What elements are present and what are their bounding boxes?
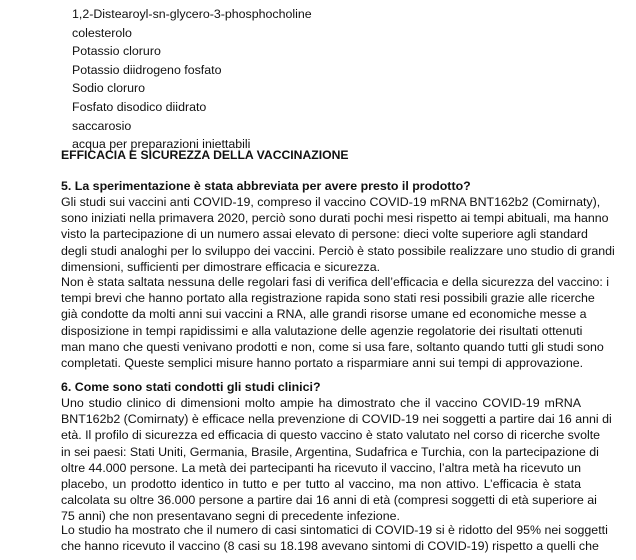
text-line: oltre 44.000 persone. La metà dei partecipanti ha ricevuto il vaccino, l’altra metà ha ricevuto un bbox=[61, 460, 582, 475]
text-line: completati. Queste semplici misure hanno portato a risparmiare anni sui tempi di approvazione. bbox=[61, 356, 584, 371]
text-line: tempi brevi che hanno portato alla registrazione rapida sono stati resi possibili grazie alle ricerche bbox=[61, 291, 595, 306]
paragraph bbox=[61, 395, 612, 525]
question-heading: 6. Come sono stati condotti gli studi clinici? bbox=[61, 380, 321, 394]
section-title: EFFICACIA E SICUREZZA DELLA VACCINAZIONE bbox=[61, 148, 349, 162]
text-line: Uno studio clinico di dimensioni molto ampie ha dimostrato che il vaccino COVID-19 mRNA bbox=[61, 396, 581, 410]
text-line: BNT162b2 (Comirnaty) è efficace nella prevenzione di COVID-19 nei soggetti a partire dai 16 anni di bbox=[61, 412, 612, 427]
text-line: placebo, un prodotto identico in tutto e per tutto al vaccino, ma non attivo. L’efficacia è stata bbox=[61, 477, 581, 492]
text-line: sono iniziati nella primavera 2020, perciò sono durati pochi mesi rispetto ai tempi abituali, ma hanno bbox=[61, 211, 609, 226]
text-line: già condotte da molti anni sui vaccini a RNA, alle grandi risorse umane ed economiche messe a bbox=[61, 307, 587, 322]
text-line: disposizione in tempi rapidissimi e alla valutazione delle agenzie regolatorie dei risultati ottenuti bbox=[61, 323, 583, 338]
paragraph bbox=[61, 274, 610, 371]
ingredient-item: colesterolo bbox=[72, 25, 132, 40]
text-line: età. Il profilo di sicurezza ed efficacia di questo vaccino è stato valutato nel corso di ricerche svolte bbox=[61, 428, 601, 443]
text-line: in sei paesi: Stati Uniti, Germania, Brasile, Argentina, Sudafrica e Turchia, con la partecipazione di bbox=[61, 444, 599, 459]
text-line: che hanno ricevuto il vaccino (8 casi su 18.198 avevano sintomi di COVID-19) rispetto a quelli che bbox=[61, 539, 599, 554]
text-line: dimensioni, sufficienti per dimostrare efficacia e sicurezza. bbox=[61, 259, 381, 274]
ingredient-item: 1,2-Distearoyl-sn-glycero-3-phosphocholine bbox=[72, 7, 312, 21]
text-line: calcolata su oltre 36.000 persone a partire dai 16 anni di età (compresi soggetti di età superiore ai bbox=[61, 493, 597, 508]
paragraph bbox=[61, 522, 608, 554]
text-line: 75 anni) che non presentavano segni di precedente infezione. bbox=[61, 509, 400, 524]
ingredient-item: acqua per preparazioni iniettabili bbox=[72, 137, 251, 152]
text-line: Gli studi sui vaccini anti COVID-19, compreso il vaccino COVID-19 mRNA BNT162b2 (Comirnaty), bbox=[61, 195, 601, 209]
ingredient-item: Sodio cloruro bbox=[72, 81, 146, 96]
ingredients-list bbox=[72, 5, 312, 154]
ingredient-item: Potassio diidrogeno fosfato bbox=[72, 62, 222, 77]
text-line: degli studi analoghi per lo sviluppo dei vaccini. Perciò è stato possibile realizzare uno studio di grandi bbox=[61, 243, 615, 258]
ingredient-item: Fosfato disodico diidrato bbox=[72, 99, 207, 114]
text-line: man mano che questi venivano prodotti e non, come si usa fare, soltanto quando tutti gli studi sono bbox=[61, 339, 604, 354]
ingredient-item: Potassio cloruro bbox=[72, 44, 161, 59]
text-line: visto la partecipazione di un numero assai elevato di persone: dieci volte superiore agli standard bbox=[61, 227, 588, 242]
paragraph bbox=[61, 194, 615, 275]
text-line: Non è stata saltata nessuna delle regolari fasi di verifica dell’efficacia e della sicurezza del vaccino: i bbox=[61, 275, 610, 289]
text-line: Lo studio ha mostrato che il numero di casi sintomatici di COVID-19 si è ridotto del 95% nei soggetti bbox=[61, 523, 608, 537]
ingredient-item: saccarosio bbox=[72, 118, 132, 133]
question-heading: 5. La sperimentazione è stata abbreviata per avere presto il prodotto? bbox=[61, 179, 471, 193]
